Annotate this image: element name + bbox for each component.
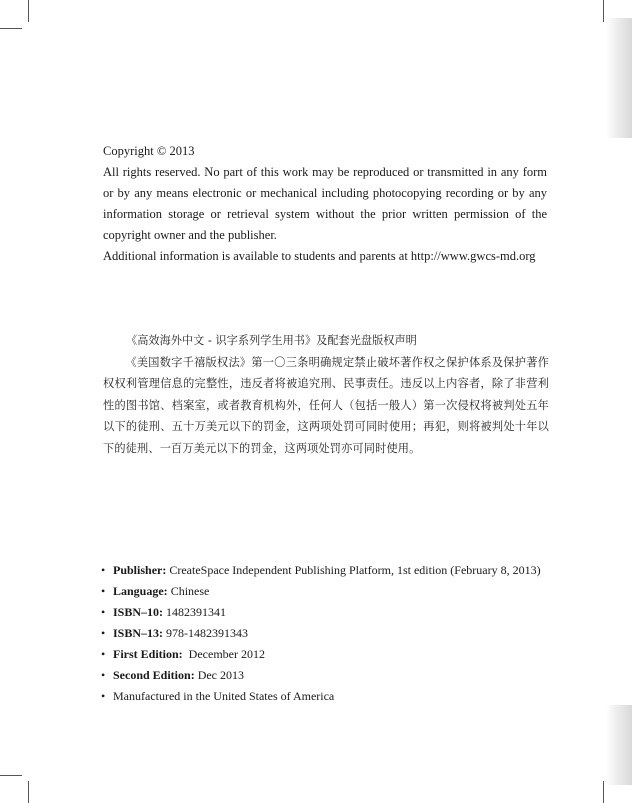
detail-value: Manufactured in the United States of America <box>113 689 335 703</box>
additional-info: Additional information is available to students and parents at http://www.gwcs-md.org <box>103 249 536 263</box>
detail-value: 978-1482391343 <box>163 626 249 640</box>
detail-publisher <box>101 560 561 581</box>
detail-label: ISBN–13: <box>113 626 164 640</box>
detail-value: Dec 2013 <box>194 668 245 682</box>
bullet: • <box>101 626 106 640</box>
detail-label: Language: <box>113 584 168 598</box>
detail-value: December 2012 <box>182 647 265 661</box>
crop-mark-bottom-left-vertical <box>28 781 29 803</box>
crop-mark-bottom-right-vertical <box>603 781 604 803</box>
detail-value: 1482391341 <box>163 605 227 619</box>
bullet: • <box>101 563 106 577</box>
detail-first-edition <box>101 644 561 665</box>
rights-statement: All rights reserved. No part of this work may be reproduced or transmitted in any form or by any means electronic or mechanical including photocopying recording or by any information storage or retrieval system without the prior written permission of the copyright owner and the publisher. <box>103 165 547 242</box>
detail-label: ISBN–10: <box>113 605 164 619</box>
bullet: • <box>101 689 106 703</box>
crop-mark-top-left-vertical <box>28 0 29 22</box>
detail-label: Publisher: <box>113 563 167 577</box>
chinese-copyright-notice <box>103 330 549 459</box>
bullet: • <box>101 668 106 682</box>
bullet: • <box>101 605 106 619</box>
detail-label: Second Edition: <box>113 668 195 682</box>
crop-mark-top-right-vertical <box>603 0 604 22</box>
bullet: • <box>101 584 106 598</box>
detail-language <box>101 581 561 602</box>
detail-second-edition <box>101 665 561 686</box>
detail-manufactured <box>101 686 561 707</box>
chinese-notice-body: 《美国数字千禧版权法》第一〇三条明确规定禁止破坏著作权之保护体系及保护著作权权利管理信息的完整性，违反者将被追究刑、民事责任。违反以上内容者，除了非营利性的图书馆、档案室，或者教育机构外，任何人（包括一般人）第一次侵权将被判处五年以下的徒刑、五十万美元以下的罚金，这两项处罚可同时使用；再犯，则将被判处十年以下的徒刑、一百万美元以下的罚金，这两项处罚亦可同时使用。 <box>103 355 549 455</box>
page-edge-shade-top <box>606 18 632 138</box>
detail-label: First Edition: <box>113 647 183 661</box>
chinese-notice-title: 《高效海外中文 - 识字系列学生用书》及配套光盘版权声明 <box>126 334 417 347</box>
detail-isbn10 <box>101 602 561 623</box>
copyright-section <box>103 141 547 267</box>
detail-value: Chinese <box>167 584 210 598</box>
copyright-line: Copyright © 2013 <box>103 144 195 158</box>
crop-mark-bottom-left-horizontal <box>0 775 22 776</box>
crop-mark-top-left-horizontal <box>0 28 22 29</box>
publication-details-list <box>101 560 561 707</box>
detail-isbn13 <box>101 623 561 644</box>
bullet: • <box>101 647 106 661</box>
page-edge-shade-bottom <box>606 705 632 785</box>
detail-value: CreateSpace Independent Publishing Platform, 1st edition (February 8, 2013) <box>166 563 541 577</box>
